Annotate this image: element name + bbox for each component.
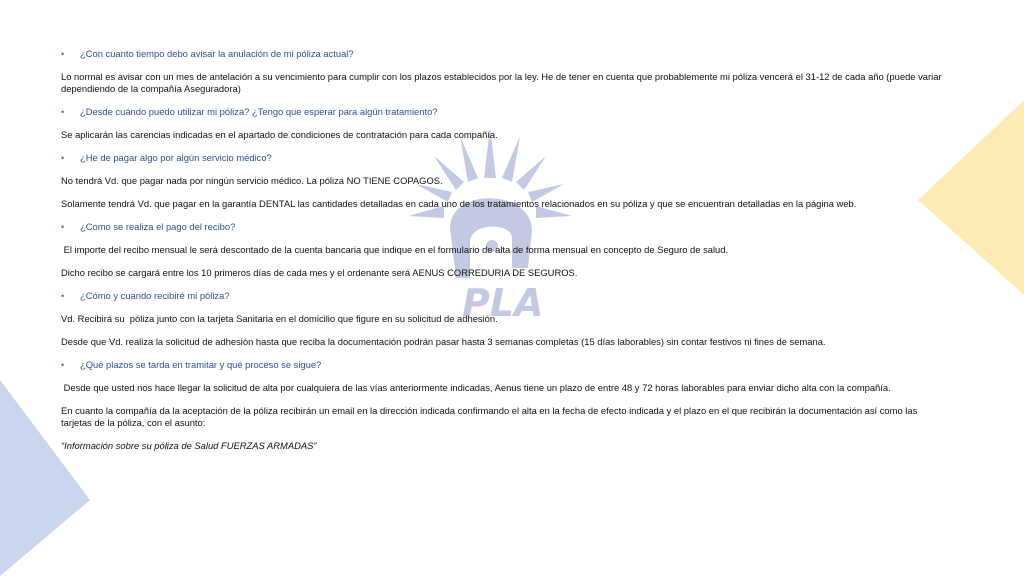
answer-text: En cuanto la compañía da la aceptación de la póliza recibirán un email en la dirección indicada confirmando el alta en la fecha de efecto indicada y el plazo en el que recibirán la documentación así como las tarjetas de la póliza, con el asunto: (61, 405, 918, 428)
question-text: ¿He de pagar algo por algún servicio médico? (80, 152, 272, 163)
question-text: ¿Con cuanto tiempo debo avisar la anulación de mi póliza actual? (80, 48, 354, 59)
question-text: ¿Desde cuándo puedo utilizar mi póliza? ¿Tengo que esperar para algún tratamiento? (80, 106, 438, 117)
bullet-icon: • (61, 153, 65, 163)
answer-text: Dicho recibo se cargará entre los 10 primeros días de cada mes y el ordenante será AENUS CORREDURIA DE SEGUROS. (61, 267, 578, 278)
watermark-text: PLA (462, 281, 544, 325)
faq-item (61, 359, 946, 429)
faq-item (61, 221, 946, 279)
answer-text: Vd. Recibirá su póliza junto con la tarjeta Sanitaria en el domicilio que figure en su solicitud de adhesión. (61, 313, 498, 324)
bullet-icon: • (61, 49, 65, 59)
answer-text: El importe del recibo mensual le será descontado de la cuenta bancaria que indique en el formulario de alta de forma mensual en concepto de Seguro de salud. (61, 244, 729, 255)
faq-question (61, 48, 946, 60)
question-text: ¿Como se realiza el pago del recibo? (80, 221, 236, 232)
bullet-icon: • (61, 291, 65, 301)
answer-text: Solamente tendrá Vd. que pagar en la garantía DENTAL las cantidades detalladas en cada uno de los tratamientos relacionados en su póliza y que se encuentran detalladas en la página web. (61, 198, 857, 209)
bullet-icon: • (61, 360, 65, 370)
email-subject: “Información sobre su póliza de Salud FUERZAS ARMADAS” (61, 440, 317, 451)
faq-item (61, 290, 946, 348)
answer-text: Desde que Vd. realiza la solicitud de adhesión hasta que reciba la documentación podrán pasar hasta 3 semanas completas (15 días laborables) sin contar festivos ni fines de semana. (61, 336, 826, 347)
question-text: ¿Cómo y cuando recibiré mi póliza? (80, 290, 230, 301)
faq-question (61, 290, 946, 302)
faq-item (61, 48, 946, 95)
faq-question (61, 359, 946, 371)
answer-text: Desde que usted nos hace llegar la solicitud de alta por cualquiera de las vías anteriormente indicadas, Aenus tiene un plazo de entre 48 y 72 horas laborables para enviar dicho alta con la compañía. (61, 382, 891, 393)
faq-question (61, 106, 946, 118)
faq-item (61, 152, 946, 210)
answer-text: Lo normal es avisar con un mes de antelación a su vencimiento para cumplir con los plazos establecidos por la ley. He de tener en cuenta que probablemente mi póliza vencerá el 31-12 de cada año (puede variar dependiendo de la compañía Aseguradora) (61, 71, 942, 94)
bullet-icon: • (61, 222, 65, 232)
faq-question (61, 152, 946, 164)
question-text: ¿Qué plazos se tarda en tramitar y qué proceso se sigue? (80, 359, 322, 370)
faq-content (61, 48, 946, 463)
faq-question (61, 221, 946, 233)
answer-text: No tendrá Vd. que pagar nada por ningún servicio médico. La póliza NO TIENE COPAGOS. (61, 175, 443, 186)
faq-item (61, 106, 946, 141)
bullet-icon: • (61, 107, 65, 117)
answer-text: Se aplicarán las carencias indicadas en el apartado de condiciones de contratación para cada compañía. (61, 129, 498, 140)
